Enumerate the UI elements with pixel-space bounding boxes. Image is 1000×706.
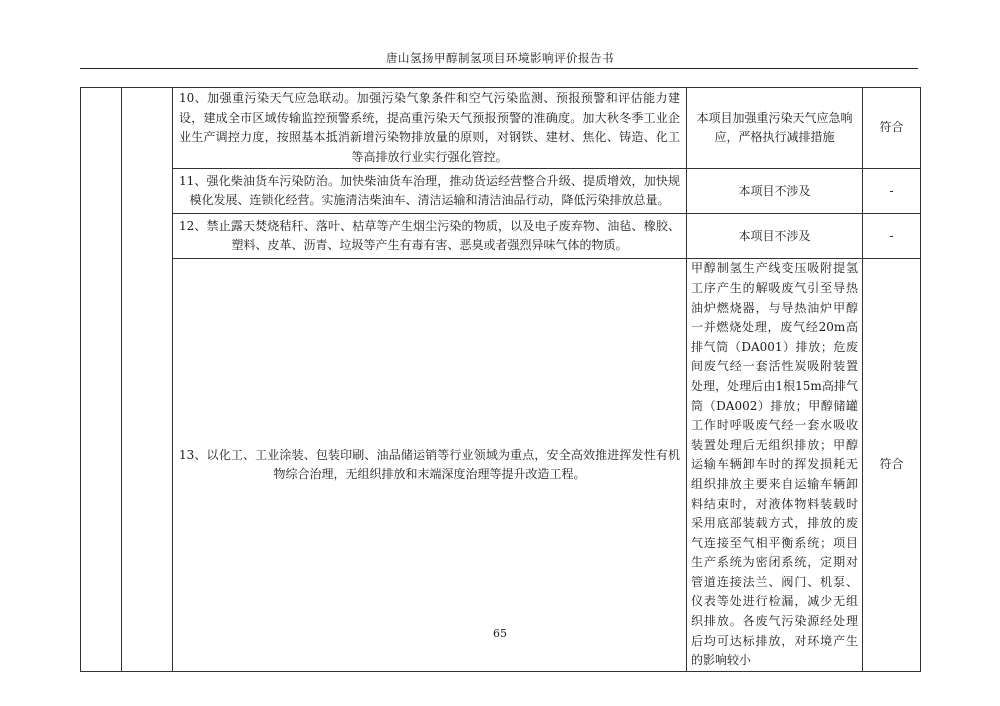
compliance-result-cell: 符合 — [863, 88, 921, 169]
header-rule — [80, 68, 918, 69]
compliance-table — [80, 87, 921, 672]
compliance-result-cell: - — [863, 214, 921, 259]
table-row — [81, 169, 921, 214]
document-header-title: 唐山氢扬甲醇制氢项目环境影响评价报告书 — [386, 51, 614, 65]
table-row — [81, 214, 921, 259]
page-number: 65 — [493, 627, 507, 640]
table-row — [81, 259, 921, 671]
compliance-result-cell: 符合 — [863, 259, 921, 671]
subcategory-column-cell — [122, 88, 173, 672]
requirement-cell: 11、强化柴油货车污染防治。加快柴油货车治理，推动货运经营整合升级、提质增效，加快规模化发展、连锁化经营。实施清洁柴油车、清洁运输和清洁油品行动，降低污染排放总量。 — [173, 169, 687, 214]
compliance-result-cell: - — [863, 169, 921, 214]
category-column-cell — [81, 88, 122, 672]
requirement-cell: 12、禁止露天焚烧秸秆、落叶、枯草等产生烟尘污染的物质，以及电子废弃物、油毡、橡胶、塑料、皮革、沥青、垃圾等产生有毒有害、恶臭或者强烈异味气体的物质。 — [173, 214, 687, 259]
requirement-cell: 13、以化工、工业涂装、包装印刷、油品储运销等行业领域为重点，安全高效推进挥发性有机物综合治理，无组织排放和末端深度治理等提升改造工程。 — [173, 259, 687, 671]
project-status-cell: 本项目不涉及 — [687, 214, 863, 259]
project-status-cell: 本项目不涉及 — [687, 169, 863, 214]
project-status-cell: 甲醇制氢生产线变压吸附提氢工序产生的解吸废气引至导热油炉燃烧器，与导热油炉甲醇一并燃烧处理，废气经20m高排气筒（DA001）排放；危废间废气经一套活性炭吸附装置处理，处理后由1根15m高排气筒（DA002）排放；甲醇储罐工作时呼吸废气经一套水吸收装置处理后无组织排放；甲醇运输车辆卸车时的挥发损耗无组织排放主要来自运输车辆卸料结束时，对液体物料装载时采用底部装载方式，排放的废气连接至气相平衡系统；项目生产系统为密闭系统，定期对管道连接法兰、阀门、机泵、仪表等处进行检漏，减少无组织排放。各废气污染源经处理后均可达标排放，对环境产生的影响较小 — [687, 259, 863, 671]
table-row — [81, 88, 921, 169]
requirement-cell: 10、加强重污染天气应急联动。加强污染气象条件和空气污染监测、预报预警和评估能力建设，建成全市区域传输监控预警系统，提高重污染天气预报预警的准确度。加大秋冬季工业企业生产调控力度，按照基本抵消新增污染物排放量的原则，对钢铁、建材、焦化、铸造、化工等高排放行业实行强化管控。 — [173, 88, 687, 169]
project-status-cell: 本项目加强重污染天气应急响应，严格执行减排措施 — [687, 88, 863, 169]
